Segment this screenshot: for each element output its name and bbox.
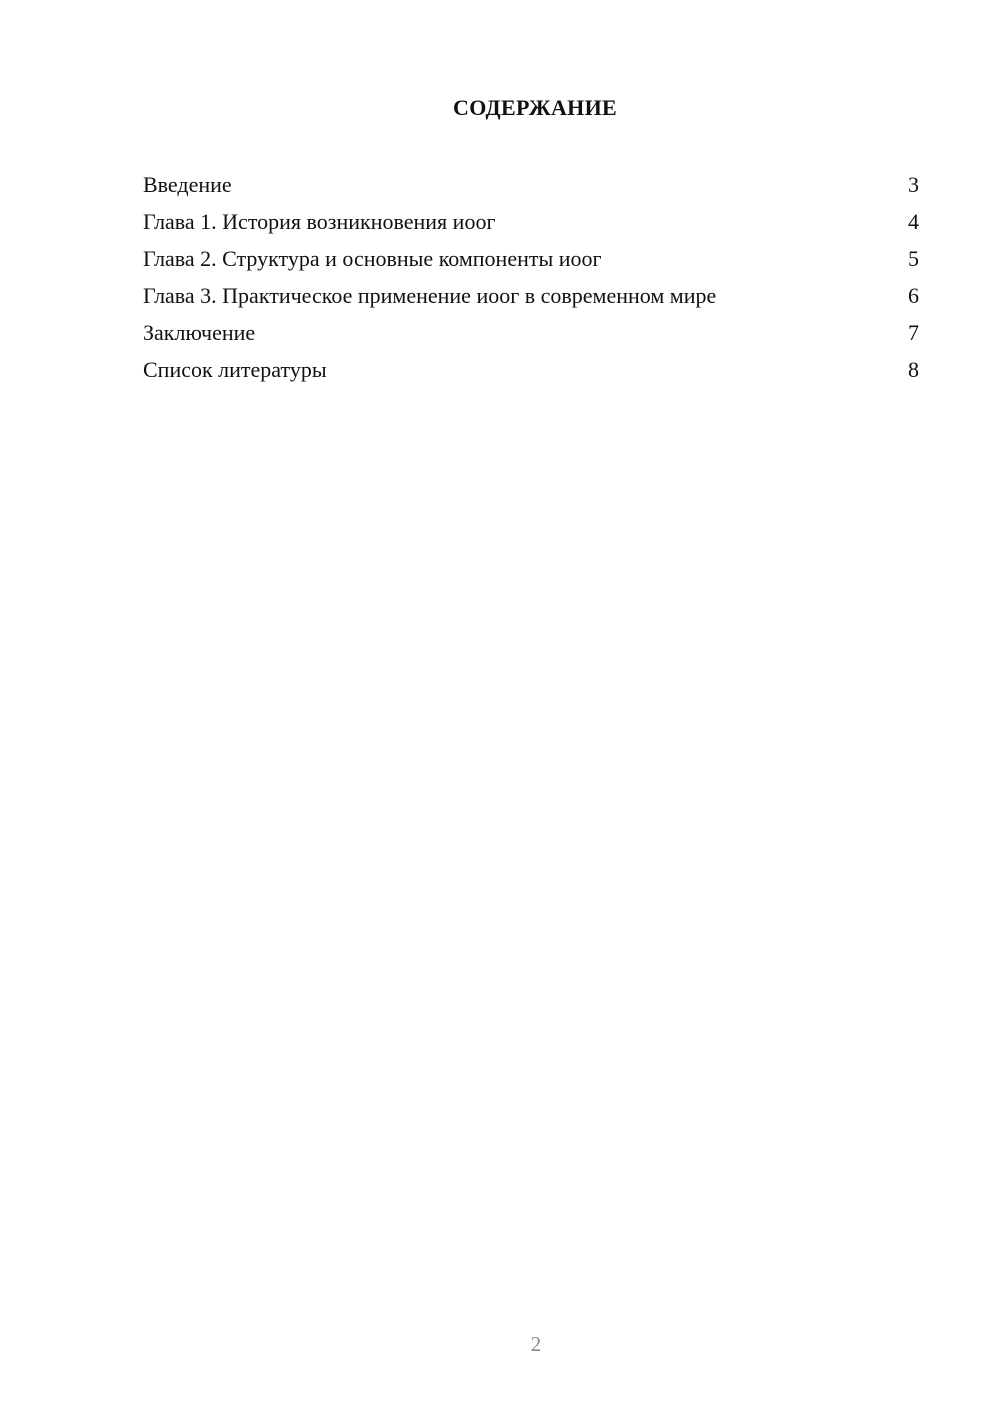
toc-entry-label: Введение <box>143 172 232 197</box>
toc-entry-label: Список литературы <box>143 357 327 382</box>
toc-entry-page: 8 <box>908 357 919 382</box>
toc-entry-label: Заключение <box>143 320 256 345</box>
page-number: 2 <box>530 1332 542 1356</box>
toc-entry-references <box>143 353 919 390</box>
toc-entry-page: 4 <box>908 209 919 234</box>
toc-entry-page: 7 <box>908 320 919 345</box>
table-of-contents <box>143 168 919 390</box>
toc-entry-chapter-3 <box>143 279 919 316</box>
toc-entry-page: 6 <box>908 283 919 308</box>
toc-entry-chapter-2 <box>143 242 919 279</box>
toc-entry-conclusion <box>143 316 919 353</box>
toc-entry-label: Глава 2. Структура и основные компоненты иоог <box>143 246 602 271</box>
toc-entry-label: Глава 3. Практическое применение иоог в современном мире <box>143 283 717 308</box>
toc-entry-page: 3 <box>908 172 919 197</box>
toc-entry-chapter-1 <box>143 205 919 242</box>
page-title: СОДЕРЖАНИЕ <box>453 95 617 120</box>
toc-entry-page: 5 <box>908 246 919 271</box>
toc-entry-label: Глава 1. История возникновения иоог <box>143 209 496 234</box>
toc-entry-introduction <box>143 168 919 205</box>
